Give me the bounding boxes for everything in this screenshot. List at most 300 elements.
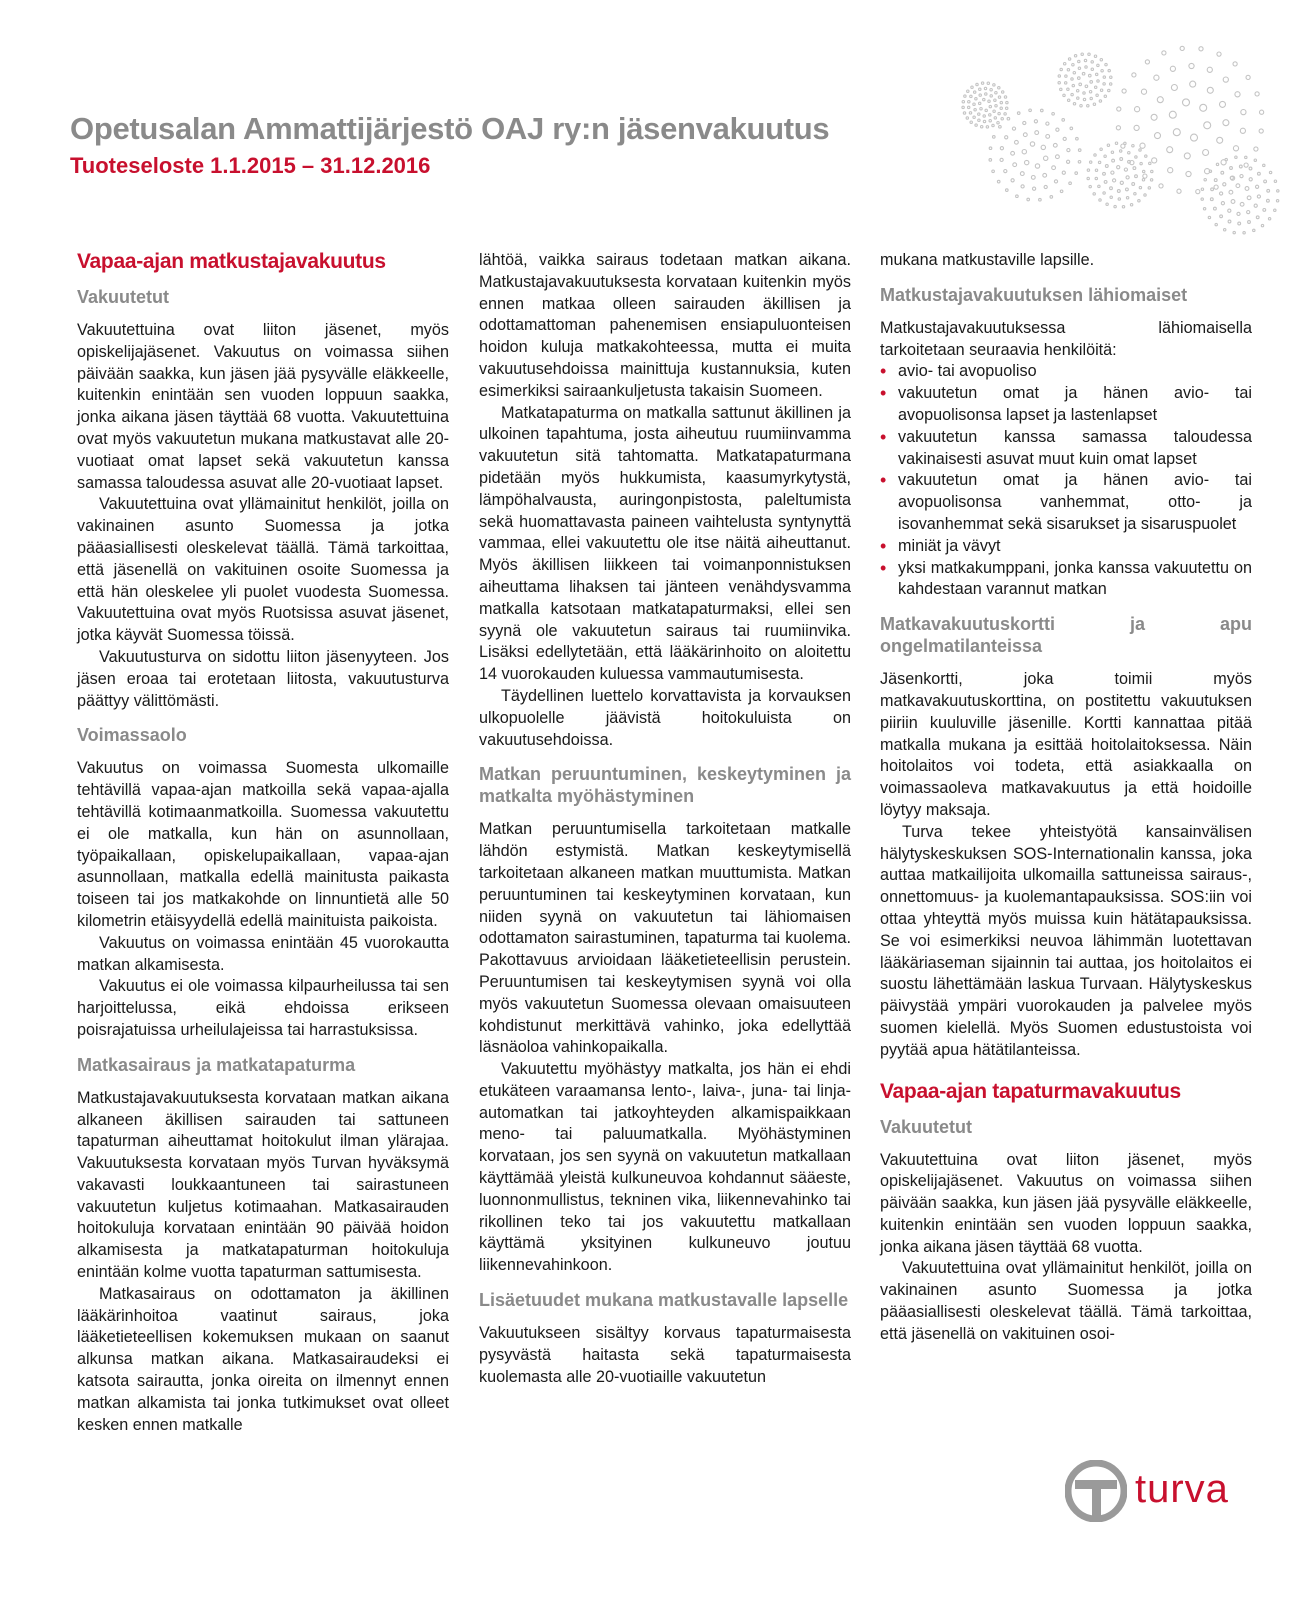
subheading-insured: Vakuutetut bbox=[880, 1116, 973, 1137]
decor-dot bbox=[1080, 105, 1082, 107]
logo-wordmark: turva bbox=[1135, 1467, 1229, 1511]
decor-dot bbox=[1183, 99, 1190, 106]
decor-dot bbox=[1023, 133, 1027, 137]
decor-dot bbox=[1154, 75, 1159, 80]
decor-dot bbox=[1261, 224, 1263, 226]
decor-dot bbox=[1111, 151, 1113, 153]
decor-dot bbox=[1016, 195, 1019, 198]
decor-dot bbox=[1087, 177, 1089, 179]
decor-dot bbox=[1253, 229, 1255, 231]
decor-dot bbox=[983, 120, 985, 122]
decor-dot bbox=[1240, 175, 1243, 178]
decor-dot bbox=[1099, 199, 1101, 201]
subheading-next-of-kin: Matkustajavakuutuksen lähiomaiset bbox=[880, 284, 1188, 305]
decor-dot bbox=[1221, 202, 1224, 205]
decor-dot bbox=[1124, 142, 1126, 144]
decor-dot bbox=[1276, 200, 1278, 202]
paragraph: Vakuutus on voimassa Suomesta ulkomaille tehtävillä vapaa-ajan matkoilla sekä vapaa-ajalla tehtävillä kotimaanmatkoilla. Suomessa vakuutettu ei ole matkalla, kun hän on asunnollaan, työpaikallaan, opiskelupaikallaan, vapaa-ajan asunnollaan, matkalla edellä mainitusta paikasta toiseen tai jos matkakohde on linnuntietä alle 50 kilometrin etäisyydellä edellä mainituista paikoista. bbox=[77, 759, 449, 930]
decor-dot bbox=[984, 87, 986, 89]
decor-dot bbox=[997, 122, 999, 124]
decor-dot bbox=[1077, 90, 1079, 92]
decor-dot bbox=[1264, 180, 1267, 183]
decor-dot bbox=[1135, 175, 1138, 178]
decor-dot bbox=[969, 112, 971, 114]
paragraph: Matkustajavakuutuksesta korvataan matkan aikana alkaneen äkillisen sairauden tai sattuneen tapaturman aiheuttamat hoitokulut ilman ylärajaa. Vakuutuksesta korvataan myös Turvan hyväksymä vakavasti loukkaantuneen tai sairastuneen vakuutetun kuljetus kotimaahan. Matkasairauden hoitokuluja korvataan enintään 90 päivää hoidon alkamisesta ja matkatapaturman hoitokuluja enintään kolme vuotta tapaturman sattumisesta. bbox=[77, 1088, 449, 1282]
decor-dot bbox=[992, 170, 995, 173]
decor-dot bbox=[1099, 100, 1101, 102]
decor-dot bbox=[1115, 142, 1117, 144]
decor-dot bbox=[1233, 231, 1235, 233]
decor-dot bbox=[1096, 73, 1098, 75]
decor-dot bbox=[992, 124, 994, 126]
decor-dot bbox=[985, 109, 987, 111]
decor-dot bbox=[1000, 101, 1002, 103]
decor-dot bbox=[1170, 66, 1175, 71]
paragraph: lähtöä, vaikka sairaus todetaan matkan aikana. Matkustajavakuutuksesta korvataan kuitenkin myös ennen matkaa olleen sairauden äkillisen ja odottamattoman pahenemisen ensiapuluonteisen hoidon kuluja matkakohteessa, mutta ei muita vakuutusehdoissa mainittuja kustannuksia, kuten esimerkiksi sairaankuljetusta takaisin Suomeen. bbox=[479, 251, 851, 400]
decor-dot bbox=[970, 121, 972, 123]
paragraph: Vakuutettuina ovat liiton jäsenet, myös opiskelijajäsenet. Vakuutus on voimassa siihen päivään saakka, kun jäsen jää pysyvälle eläkkeelle, kuitenkin enintään sen vuoden loppuun saakka, jonka aikana jäsen täyttää 68 vuotta. bbox=[880, 1150, 1252, 1256]
decor-dot bbox=[1203, 150, 1209, 156]
decor-dot bbox=[1072, 84, 1074, 86]
decor-dot bbox=[1105, 63, 1107, 65]
decor-dot bbox=[1085, 85, 1088, 88]
decor-dot bbox=[1130, 204, 1132, 206]
decor-dot bbox=[1233, 146, 1238, 151]
decor-dot bbox=[1150, 179, 1152, 181]
decor-dot bbox=[1203, 208, 1205, 210]
decor-dot bbox=[1237, 212, 1240, 215]
decor-dot bbox=[1060, 68, 1062, 70]
decor-dot bbox=[1098, 185, 1100, 187]
decor-dot bbox=[1184, 153, 1190, 159]
paragraph: Vakuutettuina ovat liiton jäsenet, myös opiskelijajäsenet. Vakuutus on voimassa siihen päivään saakka, kun jäsen jää pysyvälle eläkkeelle, kuitenkin enintään sen vuoden loppuun saakka, jonka aikana jäsen täyttää 68 vuotta. Vakuutettuina ovat myös vakuutetun mukana matkustavat alle 20-vuotiaat omat lapset sekä vakuutetun kanssa samassa taloudessa asuvat alle 20-vuotiaat lapset. bbox=[77, 321, 449, 492]
decor-dot bbox=[1238, 222, 1241, 225]
decor-dot bbox=[1209, 170, 1211, 172]
decor-dot bbox=[1117, 166, 1120, 169]
decor-dot bbox=[1167, 147, 1173, 153]
decor-dot bbox=[1077, 97, 1079, 99]
section-title-accident-insurance: Vapaa-ajan tapaturmavakuutus bbox=[880, 1079, 1181, 1103]
decor-dot bbox=[1132, 145, 1134, 147]
decor-dot bbox=[1204, 179, 1206, 181]
subheading-trip-cancellation: Matkan peruuntuminen, keskeytyminen ja matkalta myöhästyminen bbox=[479, 764, 851, 807]
decor-dot bbox=[1144, 194, 1146, 196]
decor-dot bbox=[1132, 73, 1136, 77]
next-of-kin-list bbox=[880, 361, 1252, 601]
decor-dot bbox=[1249, 167, 1252, 170]
decor-dot bbox=[1004, 113, 1006, 115]
decor-dot bbox=[1254, 204, 1257, 207]
decor-dot bbox=[1141, 89, 1146, 94]
paragraph: Vakuutus ei ole voimassa kilpaurheilussa tai sen harjoittelussa, eikä ehdoissa erikseen poisrajatuissa urheilulajeissa tai harrastuksissa. bbox=[77, 977, 449, 1039]
subheading-validity: Voimassaolo bbox=[77, 725, 187, 746]
decor-dot bbox=[998, 112, 1000, 114]
list-item: • vakuutetun omat ja hänen avio- tai avopuolisonsa vanhemmat, otto- ja isovanhemmat sekä sisarukset ja sisaruspuolet bbox=[880, 470, 1252, 535]
decor-dot bbox=[1152, 158, 1157, 163]
decor-dot bbox=[1159, 184, 1163, 188]
decor-dot bbox=[1084, 59, 1086, 61]
decor-dot bbox=[1025, 160, 1029, 164]
decor-dot bbox=[1120, 181, 1123, 184]
decor-dot bbox=[1089, 91, 1091, 93]
decor-dot bbox=[968, 106, 970, 108]
decor-dot bbox=[1223, 183, 1226, 186]
list-item: • avio- tai avopuoliso bbox=[880, 361, 1252, 383]
decor-dot bbox=[1090, 161, 1092, 163]
decor-dot bbox=[1068, 99, 1070, 101]
decor-dot bbox=[1177, 189, 1181, 193]
decor-dot bbox=[1240, 202, 1244, 206]
decor-dot bbox=[1064, 63, 1066, 65]
decor-dot bbox=[1190, 81, 1196, 87]
decor-dot bbox=[998, 87, 1000, 89]
list-item: • yksi matkakumppani, jonka kanssa vakuutettu on kahdestaan varannut matkan bbox=[880, 558, 1252, 602]
decor-dot bbox=[1180, 46, 1184, 50]
decor-dot bbox=[1089, 74, 1092, 77]
decor-dot bbox=[1211, 188, 1214, 191]
paragraph: Vakuutus on voimassa enintään 45 vuorokautta matkan alkamisesta. bbox=[77, 933, 449, 974]
decor-dot bbox=[1111, 171, 1114, 174]
decor-dot bbox=[1140, 143, 1145, 148]
decor-dot bbox=[1157, 97, 1163, 103]
decor-dot bbox=[1104, 95, 1106, 97]
decor-dot bbox=[1168, 168, 1173, 173]
decor-dot bbox=[1100, 89, 1102, 91]
decor-dot bbox=[1128, 160, 1131, 163]
decor-dot bbox=[1022, 150, 1026, 154]
decor-dot bbox=[989, 147, 992, 150]
decor-dot bbox=[1006, 101, 1008, 103]
decor-dot bbox=[1243, 232, 1245, 234]
decor-dot bbox=[1054, 180, 1057, 183]
decor-dot bbox=[1139, 186, 1141, 188]
decor-dot bbox=[979, 102, 981, 104]
document-subtitle: Tuoteseloste 1.1.2015 – 31.12.2016 bbox=[70, 153, 431, 178]
decor-dot bbox=[1067, 69, 1069, 71]
list-item: • vakuutetun kanssa samassa taloudessa vakinaisesti asuvat muut kuin omat lapset bbox=[880, 427, 1252, 471]
decor-dot bbox=[1006, 107, 1008, 109]
subheading-insured: Vakuutetut bbox=[77, 287, 170, 307]
decor-dot bbox=[1043, 173, 1047, 177]
decor-dot bbox=[1069, 182, 1072, 185]
paragraph: Vakuutukseen sisältyy korvaus tapaturmaisesta pysyvästä haitasta sekä tapaturmaisesta kuolemasta alle 20-vuotiaille vakuutetun bbox=[479, 1324, 851, 1386]
decor-dot bbox=[1207, 67, 1212, 72]
decor-dot bbox=[990, 95, 992, 97]
decor-dot bbox=[974, 109, 976, 111]
subheading-travel-illness: Matkasairaus ja matkatapaturma bbox=[77, 1054, 356, 1075]
decor-dot bbox=[1155, 133, 1161, 139]
decor-dot bbox=[1058, 82, 1060, 84]
decor-dot bbox=[1120, 150, 1122, 152]
decor-dot bbox=[973, 103, 975, 105]
paragraph: mukana matkustaville lapsille. bbox=[880, 251, 1095, 269]
decor-dot bbox=[981, 126, 983, 128]
decor-dot bbox=[1078, 67, 1080, 69]
decor-dot bbox=[989, 120, 991, 122]
decor-dot bbox=[1224, 229, 1226, 231]
decor-dot bbox=[1260, 110, 1264, 114]
decor-dot bbox=[1070, 127, 1073, 130]
decor-dot bbox=[978, 119, 980, 121]
paragraph: Turva tekee yhteistyötä kansainvälisen hälytyskeskuksen SOS-Internationalin kanssa, joka auttaa matkailijoita ulkomailla sattuneissa sairaus-, onnettomuus- ja kuolemantapauksissa. SOS:iin voi ottaa yhteyttä myös muissa kuin hätätapauksissa. Se voi esimerkiksi neuvoa lähimmän luotettavan lääkäriaseman sijainnin tai auttaa, jos hoitolaitos ei suostu lähettämään laskua Turvaan. Hälytyskeskus päivystää ympäri vuorokauden ja palvelee myös suomen kielellä. Myös Suomen edustustoista voi pyytää apua hätätilanteissa. bbox=[880, 822, 1252, 1059]
decor-dot bbox=[1267, 199, 1270, 202]
decor-dot bbox=[1256, 185, 1259, 188]
decor-dot bbox=[1091, 68, 1093, 70]
decor-dot bbox=[962, 106, 964, 108]
section-title-travel-insurance: Vapaa-ajan matkustajavakuutus bbox=[77, 250, 386, 273]
decor-dot bbox=[1004, 170, 1007, 173]
decor-dot bbox=[1210, 198, 1213, 201]
decor-dot bbox=[1030, 142, 1034, 146]
decor-dot bbox=[1214, 185, 1218, 189]
decor-dot bbox=[993, 110, 995, 112]
decor-dot bbox=[1106, 203, 1108, 205]
decor-dot bbox=[1104, 181, 1107, 184]
decor-dot bbox=[1196, 190, 1200, 194]
decor-dot bbox=[1228, 220, 1231, 223]
decor-dot bbox=[1004, 96, 1006, 98]
decor-dot bbox=[1056, 155, 1060, 159]
decor-dot bbox=[994, 99, 996, 101]
decor-dot bbox=[1142, 179, 1144, 181]
decor-dot bbox=[1046, 135, 1050, 139]
decor-dot bbox=[1257, 195, 1260, 198]
decor-dot bbox=[970, 95, 972, 97]
decor-dot bbox=[1173, 129, 1180, 136]
decor-dot bbox=[1245, 187, 1249, 191]
decor-dot bbox=[1067, 149, 1070, 152]
paragraph: Jäsenkortti, joka toimii myös matkavakuutuskorttina, on postitettu vakuutuksen piiriin kuuluville jäsenille. Kortti kannattaa pitää matkalla mukana ja esittää hoitolaitoksessa. Näin hoitolaitos voi todeta, että asiakkaalla on voimassaoleva matkavakuutus ja että hoidoille löytyy maksaja. bbox=[880, 670, 1252, 819]
decor-dot bbox=[1060, 190, 1063, 193]
decor-dot bbox=[1277, 190, 1279, 192]
decor-dot bbox=[1095, 177, 1097, 179]
decor-dot bbox=[1044, 156, 1048, 160]
paragraph: Vakuutettu myöhästyy matkalta, jos hän ei ehdi etukäteen varaamansa lento-, laiva-, juna- tai linja-automatkan tai jatkoyhteyden alkamispaikkaan meno- tai paluumatkalla. Myöhästyminen korvataan, jos sen syynä on vakuutetun matkallaan käyttämää yleistä kulkuneuvoa kohdannut sääeste, luonnonmullistus, tekninen vika, liikennevahinko tai rikollinen teko tai jos vakuutettu matkallaan käyttämä yksityinen kulkuneuvo joutuu liikennevahinkoon. bbox=[479, 1060, 851, 1275]
decor-dot bbox=[1065, 75, 1067, 77]
decor-dot bbox=[1097, 64, 1099, 66]
decor-dot bbox=[963, 112, 965, 114]
decor-dot bbox=[1005, 136, 1008, 139]
decor-dot bbox=[978, 113, 980, 115]
paragraph: Matkan peruuntumisella tarkoitetaan matkalle lähdön estymistä. Matkan keskeytymisellä tarkoitetaan alkaneen matkan muuttumista. Matkan peruuntuminen tai keskeytyminen korvataan, kun niiden syynä on vakuutetun tai lähiomaisen odottamaton sairastuminen, tapaturma tai kuolema. Pakottavuus arvioidaan lääketieteellisin perustein. Peruuntumisen tai keskeytymisen syynä voi olla myös vakuutetun Suomessa olevaan omaisuuteen kohdistunut merkittävä vahinko, joka edellyttää läsnäoloa vahinkopaikalla. bbox=[479, 820, 851, 1057]
decor-dot bbox=[1039, 198, 1042, 201]
decor-dot bbox=[1000, 107, 1002, 109]
decor-dot bbox=[1062, 171, 1065, 174]
decor-dot bbox=[976, 83, 978, 85]
decor-dot bbox=[1087, 105, 1089, 107]
decor-dot bbox=[1169, 111, 1176, 118]
decor-dot bbox=[1247, 196, 1251, 200]
decor-dot bbox=[1214, 179, 1217, 182]
decor-dot bbox=[1103, 76, 1105, 78]
decor-dot bbox=[1068, 58, 1070, 60]
decor-dot bbox=[1200, 104, 1207, 111]
decor-dot bbox=[1247, 211, 1250, 214]
decor-dot bbox=[1110, 76, 1112, 78]
decor-dot bbox=[1103, 83, 1105, 85]
column-2 bbox=[479, 250, 851, 1388]
decor-dot bbox=[1082, 72, 1085, 75]
decor-dot bbox=[967, 90, 969, 92]
decor-dot bbox=[1214, 207, 1217, 210]
decor-dot bbox=[1274, 180, 1276, 182]
decor-dot bbox=[1201, 188, 1203, 190]
decor-dot bbox=[973, 116, 975, 118]
decor-dot bbox=[1000, 158, 1003, 161]
decor-dot bbox=[1100, 59, 1102, 61]
decor-dot bbox=[1139, 149, 1141, 151]
decor-dot bbox=[1097, 80, 1099, 82]
decor-dot bbox=[1035, 164, 1039, 168]
decor-dot bbox=[1267, 189, 1270, 192]
decor-dot bbox=[1072, 64, 1074, 66]
decor-dot bbox=[1001, 118, 1003, 120]
decor-dot bbox=[1093, 193, 1095, 195]
decor-dot bbox=[964, 95, 966, 97]
decor-dot bbox=[1110, 196, 1112, 198]
decor-dot bbox=[1076, 137, 1079, 140]
decor-dot bbox=[981, 82, 983, 84]
decor-dot bbox=[1095, 169, 1097, 171]
decor-dot bbox=[1122, 206, 1124, 208]
decor-dot bbox=[971, 86, 973, 88]
decor-dot bbox=[1078, 149, 1081, 152]
decor-dot bbox=[1090, 97, 1092, 99]
decor-dot bbox=[1148, 187, 1150, 189]
decor-dot bbox=[1220, 101, 1226, 107]
decor-dot bbox=[1231, 200, 1235, 204]
decor-dot bbox=[1017, 112, 1020, 115]
decor-dot bbox=[1062, 119, 1065, 122]
paragraph: Täydellinen luettelo korvattavista ja korvauksen ulkopuolelle jäävistä hoitokuluista on vakuutusehdoissa. bbox=[479, 686, 851, 749]
decor-dot bbox=[1236, 184, 1240, 188]
decor-dot bbox=[1094, 55, 1096, 57]
decor-dot bbox=[1126, 197, 1128, 199]
decor-dot bbox=[1229, 190, 1233, 194]
turva-logo bbox=[1065, 1460, 1265, 1522]
decor-dot bbox=[1117, 107, 1121, 111]
decor-dot bbox=[993, 136, 996, 139]
decor-dot bbox=[1255, 92, 1259, 96]
decor-dot bbox=[1112, 159, 1115, 162]
decor-dot bbox=[1143, 174, 1147, 178]
subheading-child-benefits: Lisäetuudet mukana matkustavalle lapselle bbox=[479, 1290, 849, 1311]
paragraph: Matkatapaturma on matkalla sattunut äkillinen ja ulkoinen tapahtuma, josta aiheutuu ruumiinvamma vakuutetun sitä tahtomatta. Matkatapaturmana pidetään myös hukkumista, kaasumyrkytystä, lämpöhalvausta, auringonpistosta, paleltumista sekä huomattavasta paineen vaihtelusta syntynyttä vammaa, ellei vakuutettu ole itse näitä aiheuttanut. Myös äkillisen liikkeen tai voimanponnistuksen aiheuttama lihaksen tai jänteen venähdysvamma matkalla katsotaan matkatapaturmaksi, ellei sen syynä ole vakuutetun sairaus tai ruumiinvika. Lisäksi edellytetään, että lääkärinhoito on aloitettu 14 vuorokauden kuluessa vammautumisesta. bbox=[479, 403, 851, 684]
decor-dot bbox=[1132, 183, 1135, 186]
decor-dot bbox=[988, 100, 990, 102]
decor-dot bbox=[1122, 89, 1126, 93]
decor-dot bbox=[1263, 164, 1265, 166]
decor-dot bbox=[1259, 129, 1263, 133]
decor-dot bbox=[1100, 148, 1102, 150]
decor-dot bbox=[1013, 163, 1017, 167]
decor-dot bbox=[1117, 190, 1120, 193]
decor-dot bbox=[1128, 152, 1130, 154]
decor-dot bbox=[1063, 94, 1065, 96]
decor-dot bbox=[1113, 179, 1116, 182]
decor-dot bbox=[1233, 62, 1237, 66]
list-item: • vakuutetun omat ja hänen avio- tai avopuolisonsa lapset ja lastenlapset bbox=[880, 383, 1252, 427]
decor-dot bbox=[1116, 126, 1120, 130]
decor-dot bbox=[1245, 156, 1247, 158]
decor-dot bbox=[1199, 47, 1203, 51]
decor-dot bbox=[1104, 155, 1106, 157]
decor-dot bbox=[1143, 170, 1145, 172]
decor-dot bbox=[1124, 168, 1127, 171]
decor-dot bbox=[1056, 128, 1059, 131]
decor-dot bbox=[1126, 188, 1129, 191]
decor-dot bbox=[1093, 103, 1095, 105]
decor-dot bbox=[1050, 196, 1053, 199]
decor-dot bbox=[1189, 63, 1194, 68]
decor-dot bbox=[1067, 88, 1069, 90]
decor-dot bbox=[1027, 198, 1030, 201]
decor-dot bbox=[1078, 60, 1080, 62]
decor-dot bbox=[1241, 110, 1246, 115]
decor-dot bbox=[1230, 176, 1233, 179]
decor-dot bbox=[1118, 198, 1120, 200]
decor-dot bbox=[1035, 131, 1039, 135]
decor-dot bbox=[1015, 140, 1019, 144]
decor-dot bbox=[962, 101, 964, 103]
decor-dot bbox=[1020, 172, 1024, 176]
decor-dot bbox=[1151, 114, 1157, 120]
decor-dot bbox=[1244, 163, 1248, 167]
decor-dot bbox=[1012, 127, 1015, 130]
decor-dot bbox=[1114, 205, 1116, 207]
decor-dot bbox=[1208, 216, 1210, 218]
decor-dot bbox=[1110, 83, 1112, 85]
decor-dot bbox=[1126, 176, 1129, 179]
decor-dot bbox=[1101, 70, 1103, 72]
decor-dot bbox=[1220, 215, 1223, 218]
decor-dot bbox=[1029, 109, 1032, 112]
decor-dot bbox=[983, 98, 985, 100]
subheading-insurance-card: Matkavakuutuskortti ja apu ongelmatilanteissa bbox=[880, 614, 1252, 657]
decor-dot bbox=[1108, 89, 1110, 91]
decor-dot bbox=[1225, 158, 1227, 160]
paragraph: Matkustajavakuutuksessa lähiomaisella tarkoitetaan seuraavia henkilöitä: bbox=[880, 318, 1252, 359]
decor-dot bbox=[1083, 92, 1085, 94]
decor-dot bbox=[995, 105, 997, 107]
decor-dot bbox=[966, 117, 968, 119]
decor-dot bbox=[1079, 83, 1082, 86]
column-3 bbox=[880, 250, 1252, 1346]
document-title: Opetusalan Ammattijärjestö OAJ ry:n jäsenvakuutus bbox=[70, 111, 830, 146]
decor-dot bbox=[1063, 137, 1066, 140]
decor-dot bbox=[1217, 137, 1223, 143]
decor-dot bbox=[1207, 87, 1213, 93]
decor-dot bbox=[999, 126, 1002, 129]
decor-dot bbox=[979, 88, 981, 90]
decor-dot bbox=[1151, 170, 1153, 172]
decor-dot bbox=[1088, 53, 1090, 55]
decor-dot bbox=[1249, 178, 1252, 181]
decor-dot bbox=[1223, 77, 1228, 82]
decor-dot bbox=[997, 180, 1000, 183]
decor-dot bbox=[1138, 200, 1140, 202]
decor-dot bbox=[1095, 86, 1097, 88]
decor-dot bbox=[1223, 120, 1229, 126]
decor-dot bbox=[1120, 158, 1123, 161]
decor-dot bbox=[987, 82, 989, 84]
decor-dot bbox=[989, 159, 992, 162]
decor-dot bbox=[1098, 161, 1100, 163]
decor-dot bbox=[1135, 156, 1137, 158]
decor-dot bbox=[1220, 192, 1223, 195]
decor-dot bbox=[1204, 122, 1211, 129]
decor-dot bbox=[1041, 145, 1045, 149]
